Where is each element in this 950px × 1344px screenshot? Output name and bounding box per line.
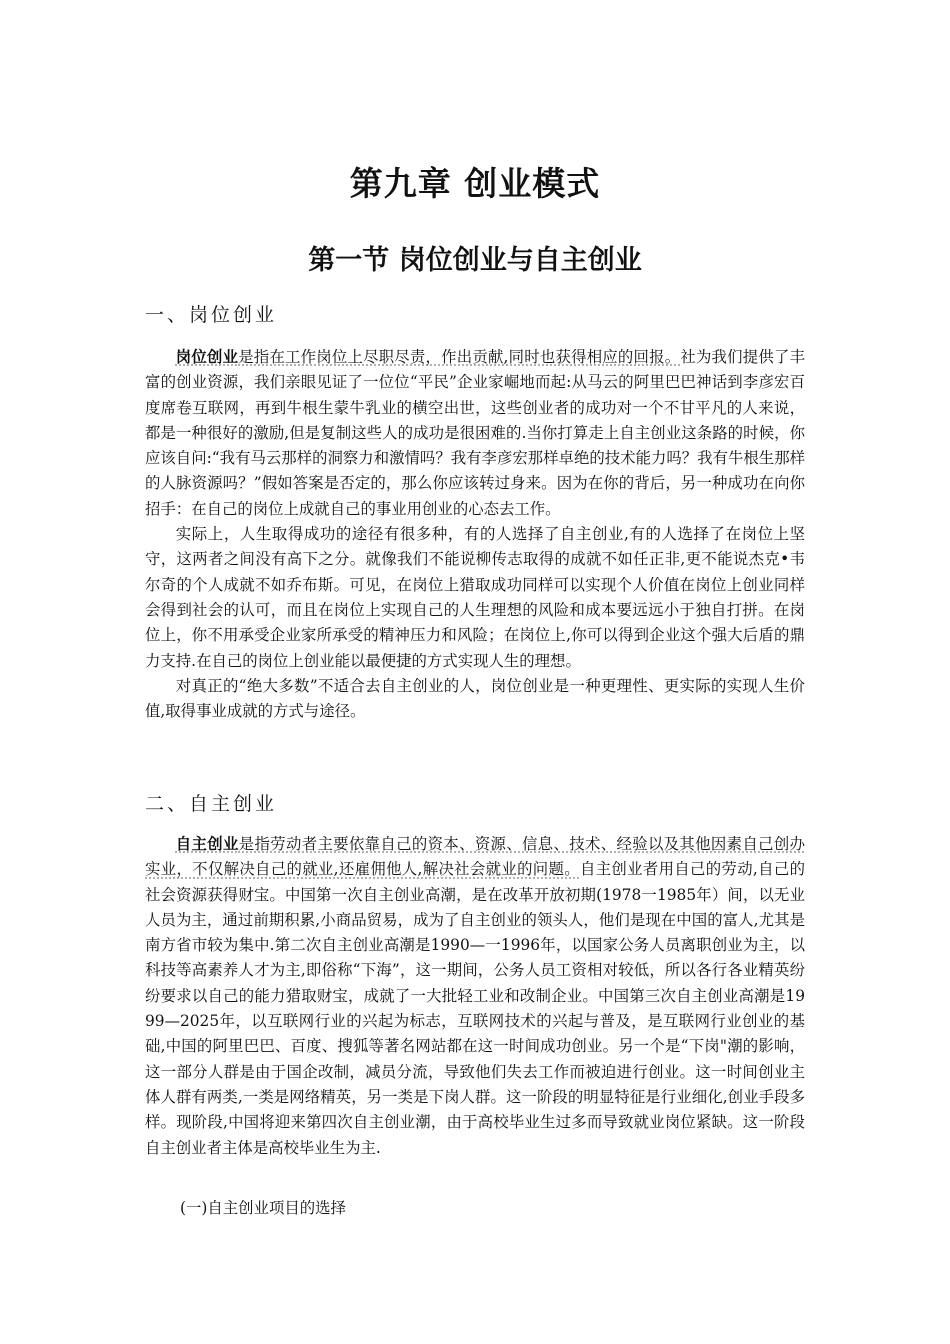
paragraph-4 — [145, 832, 805, 1161]
chapter-title: 第九章 创业模式 — [349, 164, 601, 203]
sub-heading-project-selection: (一)自主创业项目的选择 — [180, 1199, 346, 1217]
heading-post-entrepreneurship: 一、岗位创业 — [145, 304, 278, 326]
term-post-entrepreneurship: 岗位创业 — [175, 348, 239, 366]
paragraph-1-rest: 社为我们提供了丰富的创业资源，我们亲眼见证了一位位“平民”企业家崛地而起:从马云的阿里巴巴神话到李彦宏百度席卷互联网，再到牛根生蒙牛乳业的横空出世，这些创业者的成功对一个不甘平凡的人来说，都是一种很好的激励,但是复制这些人的成功是很困难的.当你打算走上自主创业这条路的时候，你应该自问:“我有马云那样的洞察力和激情吗？我有李彦宏那样卓绝的技术能力吗？我有牛根生那样的人脉资源吗？”假如答案是否定的，那么你应该转过身来。因为在你的背后，另一种成功在向你招手：在自己的岗位上成就自己的事业用创业的心态去工作。 — [145, 348, 805, 518]
paragraph-4-rest: 自主创业者用自己的劳动,自己的社会资源获得财宝。中国第一次自主创业高潮，是在改革开放初期(1978一1985年）间，以无业人员为主，通过前期积累,小商品贸易，成为了自主创业的领头人，他们是现在中国的富人,尤其是南方省市较为集中.第二次自主创业高潮是1990—一1996年，以国家公务人员离职创业为主，以科技等高素养人才为主,即俗称“下海”，这一期间，公务人员工资相对较低，所以各行各业精英纷纷要求以自己的能力猎取财宝，成就了一大批轻工业和改制企业。中国第三次自主创业高潮是1999—2025年，以互联网行业的兴起为标志，互联网技术的兴起与普及，是互联网行业创业的基础,中国的阿里巴巴、百度、搜狐等著名网站都在这一时间成功创业。另一个是“下岗"潮的影响，这一部分人群是由于国企改制，减员分流，导致他们失去工作而被迫进行创业。这一时间创业主体人群有两类,一类是网络精英，另一类是下岗人群。这一阶段的明显特征是行业细化,创业手段多样。现阶段,中国将迎来第四次自主创业潮，由于高校毕业生过多而导致就业岗位紧缺。这一阶段自主创业者主体是高校毕业生为主. — [145, 860, 805, 1157]
section-title: 第一节 岗位创业与自主创业 — [308, 245, 642, 276]
paragraph-2: 实际上，人生取得成功的途径有很多种，有的人选择了自主创业,有的人选择了在岗位上坚守，这两者之间没有高下之分。就像我们不能说柳传志取得的成就不如任正非,更不能说杰克•韦尔奇的个人成就不如乔布斯。可见，在岗位上猎取成功同样可以实现个人价值在岗位上创业同样会得到社会的认可，而且在岗位上实现自己的人生理想的风险和成本要远远小于独自打拼。在岗位上，你不用承受企业家所承受的精神压力和风险；在岗位上,你可以得到企业这个强大后盾的鼎力支持.在自己的岗位上创业能以最便捷的方式实现人生的理想。 — [145, 525, 805, 670]
section-2-body — [145, 832, 805, 1161]
term-self-entrepreneurship: 自主创业 — [175, 835, 239, 853]
paragraph-1 — [145, 345, 805, 522]
section-1-body — [145, 345, 805, 724]
definition-post-entrepreneurship: 是指在工作岗位上尽职尽责，作出贡献,同时也获得相应的回报。 — [238, 348, 681, 366]
definition-self-entrepreneurship: 是指劳动者主要依靠自己的资本、资源、信息、技术、经验以及其他因素自己创办实业，不仅解决自己的就业,还雇佣他人,解决社会就业的问题。 — [145, 835, 805, 879]
paragraph-3: 对真正的“绝大多数”不适合去自主创业的人，岗位创业是一种更理性、更实际的实现人生价值,取得事业成就的方式与途径。 — [145, 676, 805, 721]
heading-self-entrepreneurship: 二、自主创业 — [145, 793, 278, 815]
